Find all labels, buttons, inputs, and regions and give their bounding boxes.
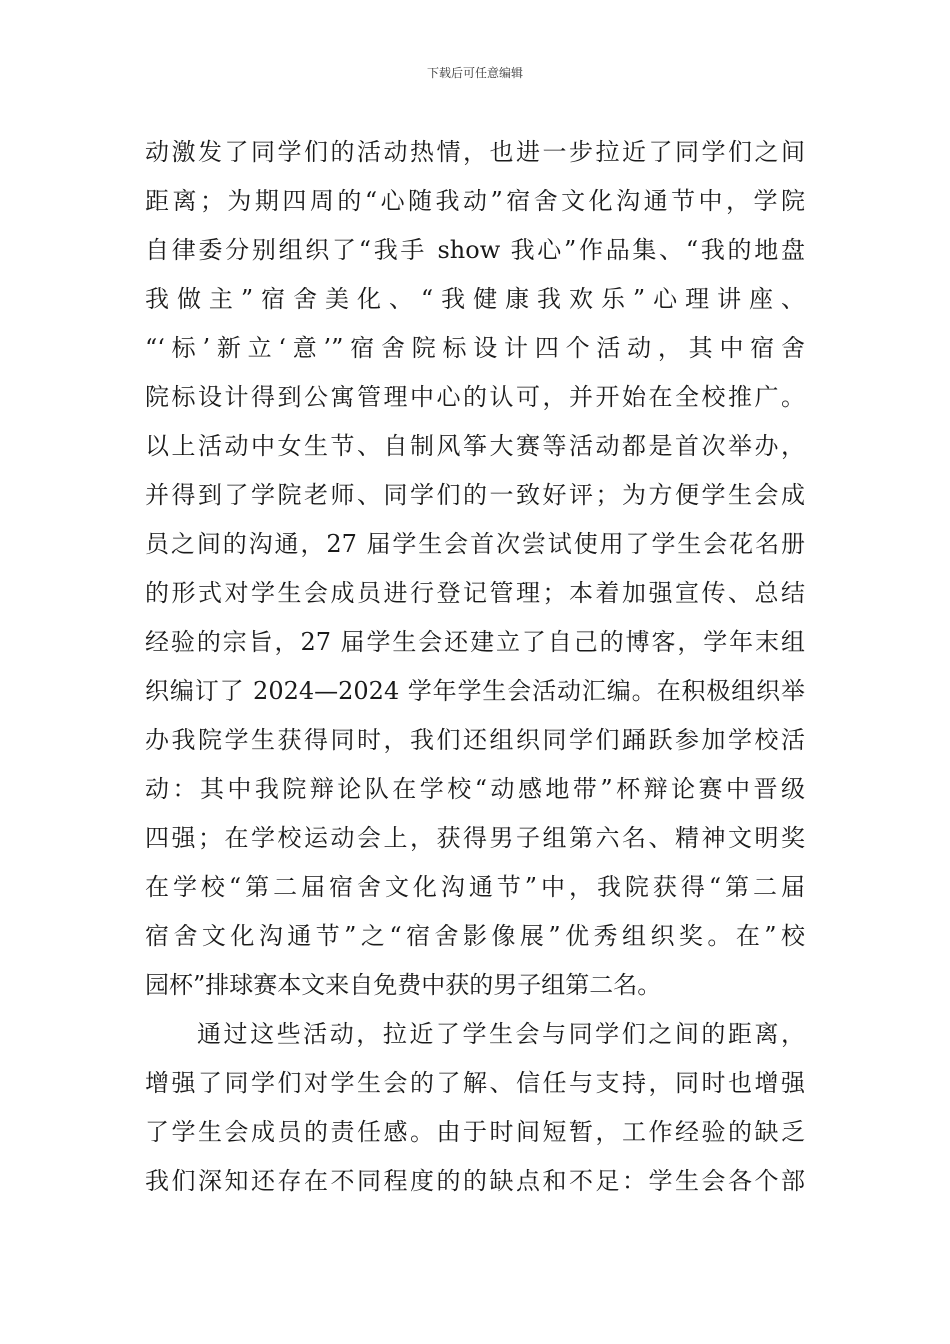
document-body bbox=[145, 132, 805, 1210]
text-line: 通过这些活动，拉近了学生会与同学们之间的距离， bbox=[197, 1020, 805, 1048]
text-line: 动：其中我院辩论队在学校“动感地带”杯辩论赛中晋级 bbox=[145, 775, 805, 803]
text-line: 并得到了学院老师、同学们的一致好评；为方便学生会成 bbox=[145, 481, 805, 509]
text-line: 经验的宗旨，27 届学生会还建立了自己的博客，学年末组 bbox=[145, 628, 805, 656]
paragraph-2 bbox=[145, 1014, 805, 1210]
page-header: 下载后可任意编辑 bbox=[426, 66, 523, 80]
text-line: 动激发了同学们的活动热情，也进一步拉近了同学们之间 bbox=[145, 138, 805, 166]
text-line: 自律委分别组织了“我手 show 我心”作品集、“我的地盘 bbox=[145, 236, 805, 264]
text-line: “‘标’新立‘意’”宿舍院标设计四个活动，其中宿舍 bbox=[145, 334, 805, 362]
text-line: 办我院学生获得同时，我们还组织同学们踊跃参加学校活 bbox=[145, 726, 805, 754]
text-line: 员之间的沟通，27 届学生会首次尝试使用了学生会花名册 bbox=[145, 530, 805, 558]
text-line: 以上活动中女生节、自制风筝大赛等活动都是首次举办， bbox=[145, 432, 805, 460]
paragraph-1 bbox=[145, 132, 805, 1014]
text-line: 宿舍文化沟通节”之“宿舍影像展”优秀组织奖。在”校 bbox=[145, 922, 805, 950]
text-line: 院标设计得到公寓管理中心的认可，并开始在全校推广。 bbox=[145, 383, 805, 411]
text-line: 距离；为期四周的“心随我动”宿舍文化沟通节中，学院 bbox=[145, 187, 805, 215]
text-line: 四强；在学校运动会上，获得男子组第六名、精神文明奖 bbox=[145, 824, 805, 852]
text-line: 在学校“第二届宿舍文化沟通节”中，我院获得“第二届 bbox=[145, 873, 805, 901]
text-line: 我们深知还存在不同程度的的缺点和不足：学生会各个部 bbox=[145, 1167, 805, 1195]
text-line: 织编订了 2024—2024 学年学生会活动汇编。在积极组织举 bbox=[145, 677, 805, 705]
text-line: 增强了同学们对学生会的了解、信任与支持，同时也增强 bbox=[145, 1069, 805, 1097]
text-line: 的形式对学生会成员进行登记管理；本着加强宣传、总结 bbox=[145, 579, 805, 607]
text-line: 园杯”排球赛本文来自免费中获的男子组第二名。 bbox=[145, 971, 662, 999]
text-line: 了学生会成员的责任感。由于时间短暂，工作经验的缺乏 bbox=[145, 1118, 805, 1146]
text-line: 我做主”宿舍美化、“我健康我欢乐”心理讲座、 bbox=[145, 285, 805, 313]
